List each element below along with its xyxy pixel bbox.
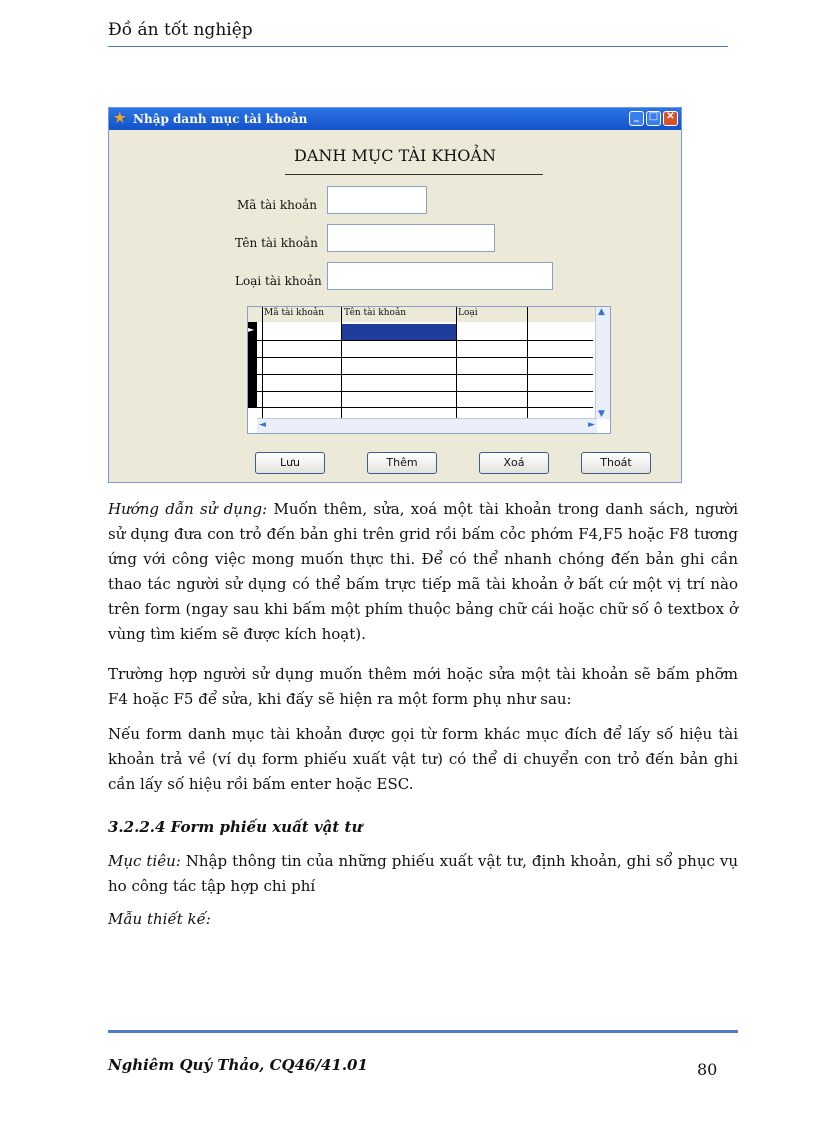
current-row-pointer-icon: ►	[248, 325, 255, 334]
maximize-icon: □	[648, 111, 659, 122]
grid-line	[248, 340, 593, 341]
grid-horizontal-scrollbar[interactable]	[257, 418, 597, 433]
account-name-input[interactable]	[327, 224, 495, 252]
window-titlebar	[109, 108, 681, 130]
maximize-button[interactable]	[646, 111, 661, 126]
account-type-input[interactable]	[327, 262, 553, 290]
account-grid[interactable]	[247, 306, 611, 434]
account-name-label: Tên tài khoản	[235, 236, 318, 250]
minimize-button[interactable]	[629, 111, 644, 126]
minimize-icon: _	[634, 111, 639, 122]
design-label: Mẫu thiết kế:	[108, 910, 211, 928]
grid-header	[248, 307, 598, 322]
footer-divider	[108, 1030, 738, 1033]
row-selector-column	[248, 322, 257, 408]
grid-col-name[interactable]: Tên tài khoản	[344, 308, 407, 318]
account-code-label: Mã tài khoản	[237, 198, 317, 212]
grid-line	[527, 307, 528, 419]
app-icon: ★	[114, 111, 126, 126]
objective-text: Nhập thông tin của những phiếu xuất vật tư, định khoản, ghi sổ phục vụ ho công tác tập hợp chi phí	[108, 852, 739, 895]
header-divider	[108, 46, 728, 47]
scroll-right-icon[interactable]: ►	[588, 420, 595, 430]
grid-col-type[interactable]: Loại	[458, 308, 478, 318]
objective-paragraph	[108, 849, 738, 899]
grid-line	[248, 374, 593, 375]
grid-line	[262, 307, 263, 419]
grid-line	[341, 307, 342, 419]
lookup-paragraph: Nếu form danh mục tài khoản được gọi từ form khác mục đích để lấy số hiệu tài khoản trả về (ví dụ form phiếu xuất vật tư) có thể di chuyển con trỏ đến bản ghi cần lấy số hiệu rồi bấm enter hoặc ESC.	[108, 725, 738, 793]
delete-button[interactable]: Xoá	[479, 452, 549, 474]
edit-paragraph: Trường hợp người sử dụng muốn thêm mới hoặc sửa một tài khoản sẽ bấm phỡm F4 hoặc F5 để sửa, khi đấy sẽ hiện ra một form phụ như sau:	[108, 665, 738, 708]
grid-line	[456, 307, 457, 419]
grid-line	[248, 407, 593, 408]
footer-author: Nghiêm Quý Thảo, CQ46/41.01	[108, 1056, 368, 1074]
exit-button[interactable]: Thoát	[581, 452, 651, 474]
usage-label: Hướng dẫn sử dụng:	[108, 500, 268, 518]
close-button[interactable]	[663, 111, 678, 126]
page-number: 80	[697, 1060, 718, 1079]
account-code-input[interactable]	[327, 186, 427, 214]
add-button[interactable]: Thêm	[367, 452, 437, 474]
usage-paragraph	[108, 497, 738, 647]
scroll-left-icon[interactable]: ◄	[259, 420, 266, 430]
save-button[interactable]: Lưu	[255, 452, 325, 474]
grid-vertical-scrollbar[interactable]	[595, 307, 610, 419]
form-window-screenshot	[108, 107, 682, 483]
grid-line	[248, 391, 593, 392]
objective-label: Mục tiêu:	[108, 852, 181, 870]
page-header-title: Đồ án tốt nghiệp	[108, 20, 253, 40]
form-heading: DANH MỤC TÀI KHOẢN	[294, 146, 496, 165]
selected-cell[interactable]	[342, 324, 456, 340]
section-heading: 3.2.2.4 Form phiếu xuất vật tư	[108, 818, 363, 836]
window-title: Nhập danh mục tài khoản	[133, 112, 308, 126]
form-heading-underline	[285, 174, 543, 175]
account-type-label: Loại tài khoản	[235, 274, 322, 288]
scroll-down-icon[interactable]: ▼	[598, 409, 605, 419]
grid-line	[248, 357, 593, 358]
grid-col-code[interactable]: Mã tài khoản	[264, 308, 324, 318]
close-icon: ✕	[666, 111, 675, 122]
usage-text: Muốn thêm, sửa, xoá một tài khoản trong danh sách, người sử dụng đưa con trỏ đến bản ghi trên grid rồi bấm cỏc phớm F4,F5 hoặc F8 tương ứng với công việc mong muốn thực thi. Để có thể nhanh chóng đến bản ghi cần thao tác người sử dụng có thể bấm trực tiếp mã tài khoản ở bất cứ một vị trí nào trên form (ngay sau khi bấm một phím thuộc bảng chữ cái hoặc chữ số ô textbox ở vùng tìm kiếm sẽ được kích hoạt).	[108, 500, 739, 643]
scroll-up-icon[interactable]: ▲	[598, 307, 605, 317]
